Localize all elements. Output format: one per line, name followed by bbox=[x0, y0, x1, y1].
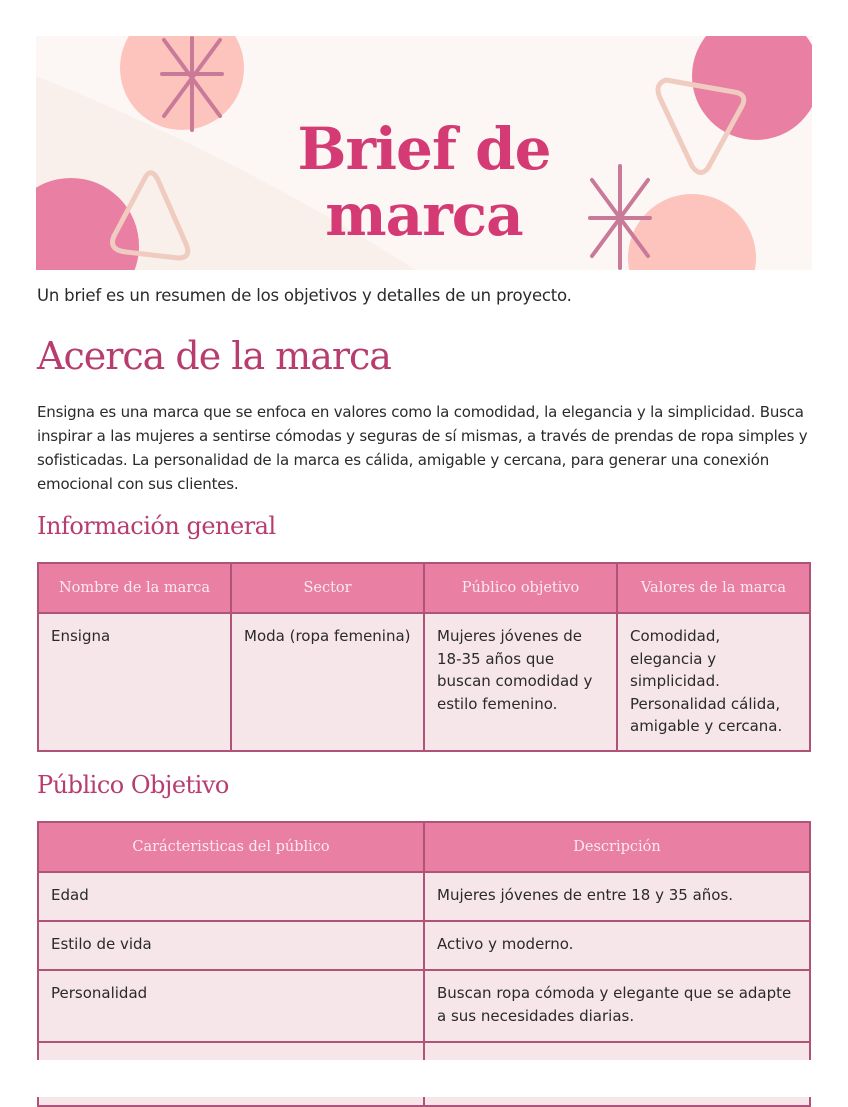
header-brand-name: Nombre de la marca bbox=[38, 563, 231, 613]
table-row bbox=[38, 613, 810, 751]
target-audience-heading: Público Objetivo bbox=[37, 771, 229, 799]
cell-description: Activo y moderno. bbox=[424, 921, 810, 970]
document-title bbox=[36, 116, 812, 248]
table-header-row bbox=[38, 822, 810, 872]
about-heading: Acerca de la marca bbox=[37, 334, 391, 378]
title-line-2: marca bbox=[325, 181, 523, 249]
general-info-table bbox=[37, 562, 811, 752]
cell-characteristic: Personalidad bbox=[38, 970, 424, 1042]
table-row bbox=[38, 921, 810, 970]
page-bottom-mask bbox=[0, 1060, 848, 1097]
cell-values: Comodidad, elegancia y simplicidad. Personalidad cálida, amigable y cercana. bbox=[617, 613, 810, 751]
about-paragraph: Ensigna es una marca que se enfoca en valores como la comodidad, la elegancia y la simplicidad. Busca inspirar a las mujeres a sentirse cómodas y seguras de sí mismas, a través de prendas de ropa simples y sofisticadas. La personalidad de la marca es cálida, amigable y cercana, para generar una conexión emocional con sus clientes. bbox=[37, 403, 808, 493]
cell-target: Mujeres jóvenes de 18-35 años que buscan comodidad y estilo femenino. bbox=[424, 613, 617, 751]
header-banner bbox=[36, 36, 812, 270]
cell-brand-name: Ensigna bbox=[38, 613, 231, 751]
header-description: Descripción bbox=[424, 822, 810, 872]
table-row bbox=[38, 872, 810, 921]
general-info-heading: Información general bbox=[37, 512, 276, 540]
header-characteristic: Carácteristicas del público bbox=[38, 822, 424, 872]
header-sector: Sector bbox=[231, 563, 424, 613]
cell-characteristic: Estilo de vida bbox=[38, 921, 424, 970]
cell-description: Buscan ropa cómoda y elegante que se adapte a sus necesidades diarias. bbox=[424, 970, 810, 1042]
cell-description: Mujeres jóvenes de entre 18 y 35 años. bbox=[424, 872, 810, 921]
header-target: Público objetivo bbox=[424, 563, 617, 613]
header-values: Valores de la marca bbox=[617, 563, 810, 613]
cell-sector: Moda (ropa femenina) bbox=[231, 613, 424, 751]
table-row bbox=[38, 970, 810, 1042]
intro-text: Un brief es un resumen de los objetivos y detalles de un proyecto. bbox=[37, 286, 572, 305]
table-header-row bbox=[38, 563, 810, 613]
cell-characteristic: Edad bbox=[38, 872, 424, 921]
title-line-1: Brief de bbox=[297, 115, 551, 183]
